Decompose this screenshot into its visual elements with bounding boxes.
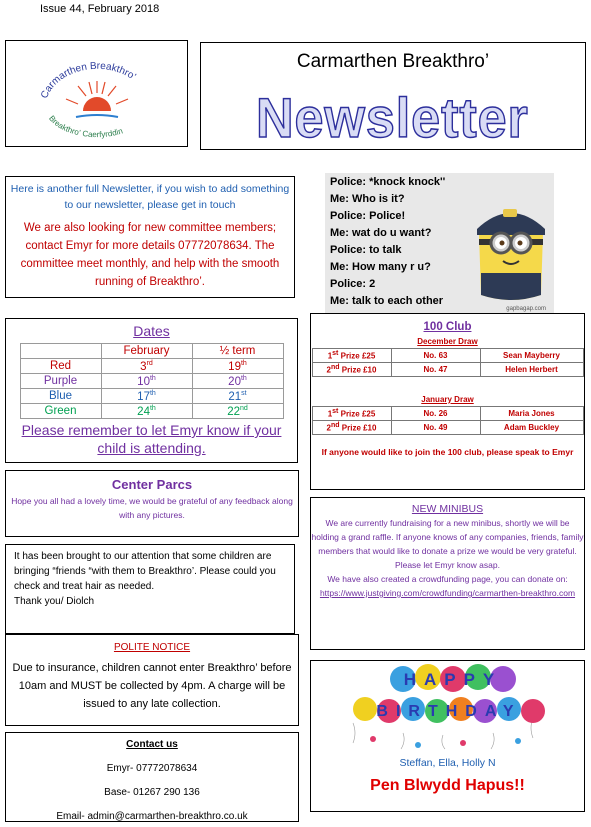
dates-heading: Dates	[133, 323, 170, 339]
winner-cell: Sean Mayberry	[480, 349, 583, 363]
row-label: Blue	[20, 389, 101, 404]
date-cell: 21st	[192, 389, 283, 404]
number-cell: No. 49	[391, 421, 480, 435]
minibus-panel	[310, 497, 585, 650]
center-parcs-heading: Center Parcs	[111, 477, 193, 492]
row-label: Purple	[20, 374, 101, 389]
january-draw-label: January Draw	[421, 395, 474, 404]
header-cell	[20, 344, 101, 359]
joke-line: Me: Who is it?	[330, 193, 405, 205]
svg-text:Carmarthen Breakthro'	[39, 61, 138, 101]
club-heading: 100 Club	[423, 321, 472, 333]
happy-birthday-banner-icon	[343, 663, 553, 753]
newsletter-title: Newsletter	[256, 86, 529, 149]
table-row	[312, 407, 583, 421]
center-parcs-text: Hope you all had a lovely time, we would be grateful of any feedback along with any pictures.	[11, 496, 293, 520]
header-cell: February	[101, 344, 192, 359]
banner-birthday: BIRTHDAY	[376, 703, 522, 720]
contact-heading: Contact us	[126, 739, 178, 750]
org-name: Carmarthen Breakthro’	[296, 51, 490, 72]
table-row	[20, 389, 283, 404]
prize-cell: 2nd Prize £10	[312, 421, 391, 435]
prize-cell: 2nd Prize £10	[312, 363, 391, 377]
table-header-row	[20, 344, 283, 359]
polite-notice-heading: POLITE NOTICE	[113, 642, 191, 653]
crowdfunding-text: We have also created a crowdfunding page, you can donate on:	[327, 574, 568, 584]
joke-lines	[330, 176, 445, 312]
contact-emyr: Emyr- 07772078634	[106, 763, 198, 774]
winner-cell: Helen Herbert	[480, 363, 583, 377]
date-cell: 10th	[101, 374, 192, 389]
table-row	[312, 363, 583, 377]
date-cell: 24th	[101, 404, 192, 419]
table-row	[20, 404, 283, 419]
joke-credit: gapbagap.com	[506, 306, 546, 312]
minion-icon	[471, 195, 551, 303]
prize-cell: 1st Prize £25	[312, 349, 391, 363]
january-draw-table	[312, 406, 584, 435]
joke-line: Police: 2	[330, 278, 376, 290]
prize-cell: 1st Prize £25	[312, 407, 391, 421]
number-cell: No. 47	[391, 363, 480, 377]
joke-line: Police: to talk	[330, 244, 402, 256]
intro-text: Here is another full Newsletter, if you wish to add something to our newsletter, please get in touch	[10, 183, 290, 211]
sun-icon	[66, 81, 128, 131]
joke-line: Police: Police!	[330, 210, 406, 222]
intro-panel	[5, 176, 295, 298]
dates-table	[20, 343, 284, 419]
center-parcs-panel	[5, 470, 299, 537]
table-row	[20, 359, 283, 374]
polite-notice-panel	[5, 634, 299, 726]
banner-happy: HAPPY	[403, 670, 503, 689]
winner-cell: Maria Jones	[480, 407, 583, 421]
joke-line: Me: How many r u?	[330, 261, 431, 273]
table-row	[312, 349, 583, 363]
contact-email: Email- admin@carmarthen-breakthro.co.uk	[56, 811, 248, 822]
number-cell: No. 63	[391, 349, 480, 363]
friends-notice-panel	[5, 544, 295, 634]
logo-panel	[5, 40, 188, 147]
birthday-wish: Pen Blwydd Hapus!!	[370, 777, 525, 794]
table-row	[312, 421, 583, 435]
contact-panel	[5, 732, 299, 822]
joke-image	[325, 173, 554, 315]
minibus-heading: NEW MINIBUS	[411, 503, 484, 515]
date-cell: 19th	[192, 359, 283, 374]
table-row	[20, 374, 283, 389]
logo-top-text: Carmarthen Breakthro'	[39, 60, 138, 101]
winner-cell: Adam Buckley	[480, 421, 583, 435]
row-label: Green	[20, 404, 101, 419]
polite-notice-text: Due to insurance, children cannot enter Breakthro’ before 10am and MUST be collected by 4pm. A charge will be issued to any late collection.	[12, 662, 292, 710]
date-cell: 3rd	[101, 359, 192, 374]
december-draw-table	[312, 348, 584, 377]
date-cell: 20th	[192, 374, 283, 389]
friends-signoff: Thank you/ Diolch	[14, 596, 95, 607]
date-cell: 17th	[101, 389, 192, 404]
header-cell: ½ term	[192, 344, 283, 359]
logo-bottom-text: Breakthro' Caerfyrddin	[47, 113, 124, 140]
joke-line: Police: *knock knock''	[330, 176, 446, 188]
attendance-reminder: Please remember to let Emyr know if your child is attending.	[21, 422, 282, 456]
friends-notice-text: It has been brought to our attention that some children are bringing “friends “with them to Breakthro’. Please could you check and treat hair as needed.	[14, 551, 276, 592]
date-cell: 22nd	[192, 404, 283, 419]
crowdfunding-link[interactable]: https://www.justgiving.com/crowdfunding/carmarthen-breakthro.com	[319, 588, 576, 598]
club-join-note: If anyone would like to join the 100 club, please speak to Emyr	[321, 447, 574, 457]
december-draw-label: December Draw	[417, 337, 478, 346]
birthday-panel	[310, 660, 585, 812]
contact-base: Base- 01267 290 136	[104, 787, 200, 798]
org-logo	[6, 41, 187, 146]
hundred-club-panel	[310, 313, 585, 490]
number-cell: No. 26	[391, 407, 480, 421]
minibus-text: We are currently fundraising for a new minibus, shortly we will be holding a grand raffle. If anyone knows of any companies, friends, family members that would like to donate a prize we would be very grateful. Please let Emyr know asap.	[311, 518, 584, 570]
birthday-names: Steffan, Ella, Holly N	[399, 757, 496, 769]
title-panel	[200, 42, 586, 150]
issue-label: Issue 44, February 2018	[40, 3, 160, 15]
joke-line: Me: wat do u want?	[330, 227, 432, 239]
dates-panel	[5, 318, 298, 463]
committee-text: We are also looking for new committee members; contact Emyr for more details 07772078634. The committee meet monthly, and help with the smooth running of Breakthro’.	[20, 222, 280, 288]
joke-line: Me: talk to each other	[330, 295, 444, 307]
row-label: Red	[20, 359, 101, 374]
